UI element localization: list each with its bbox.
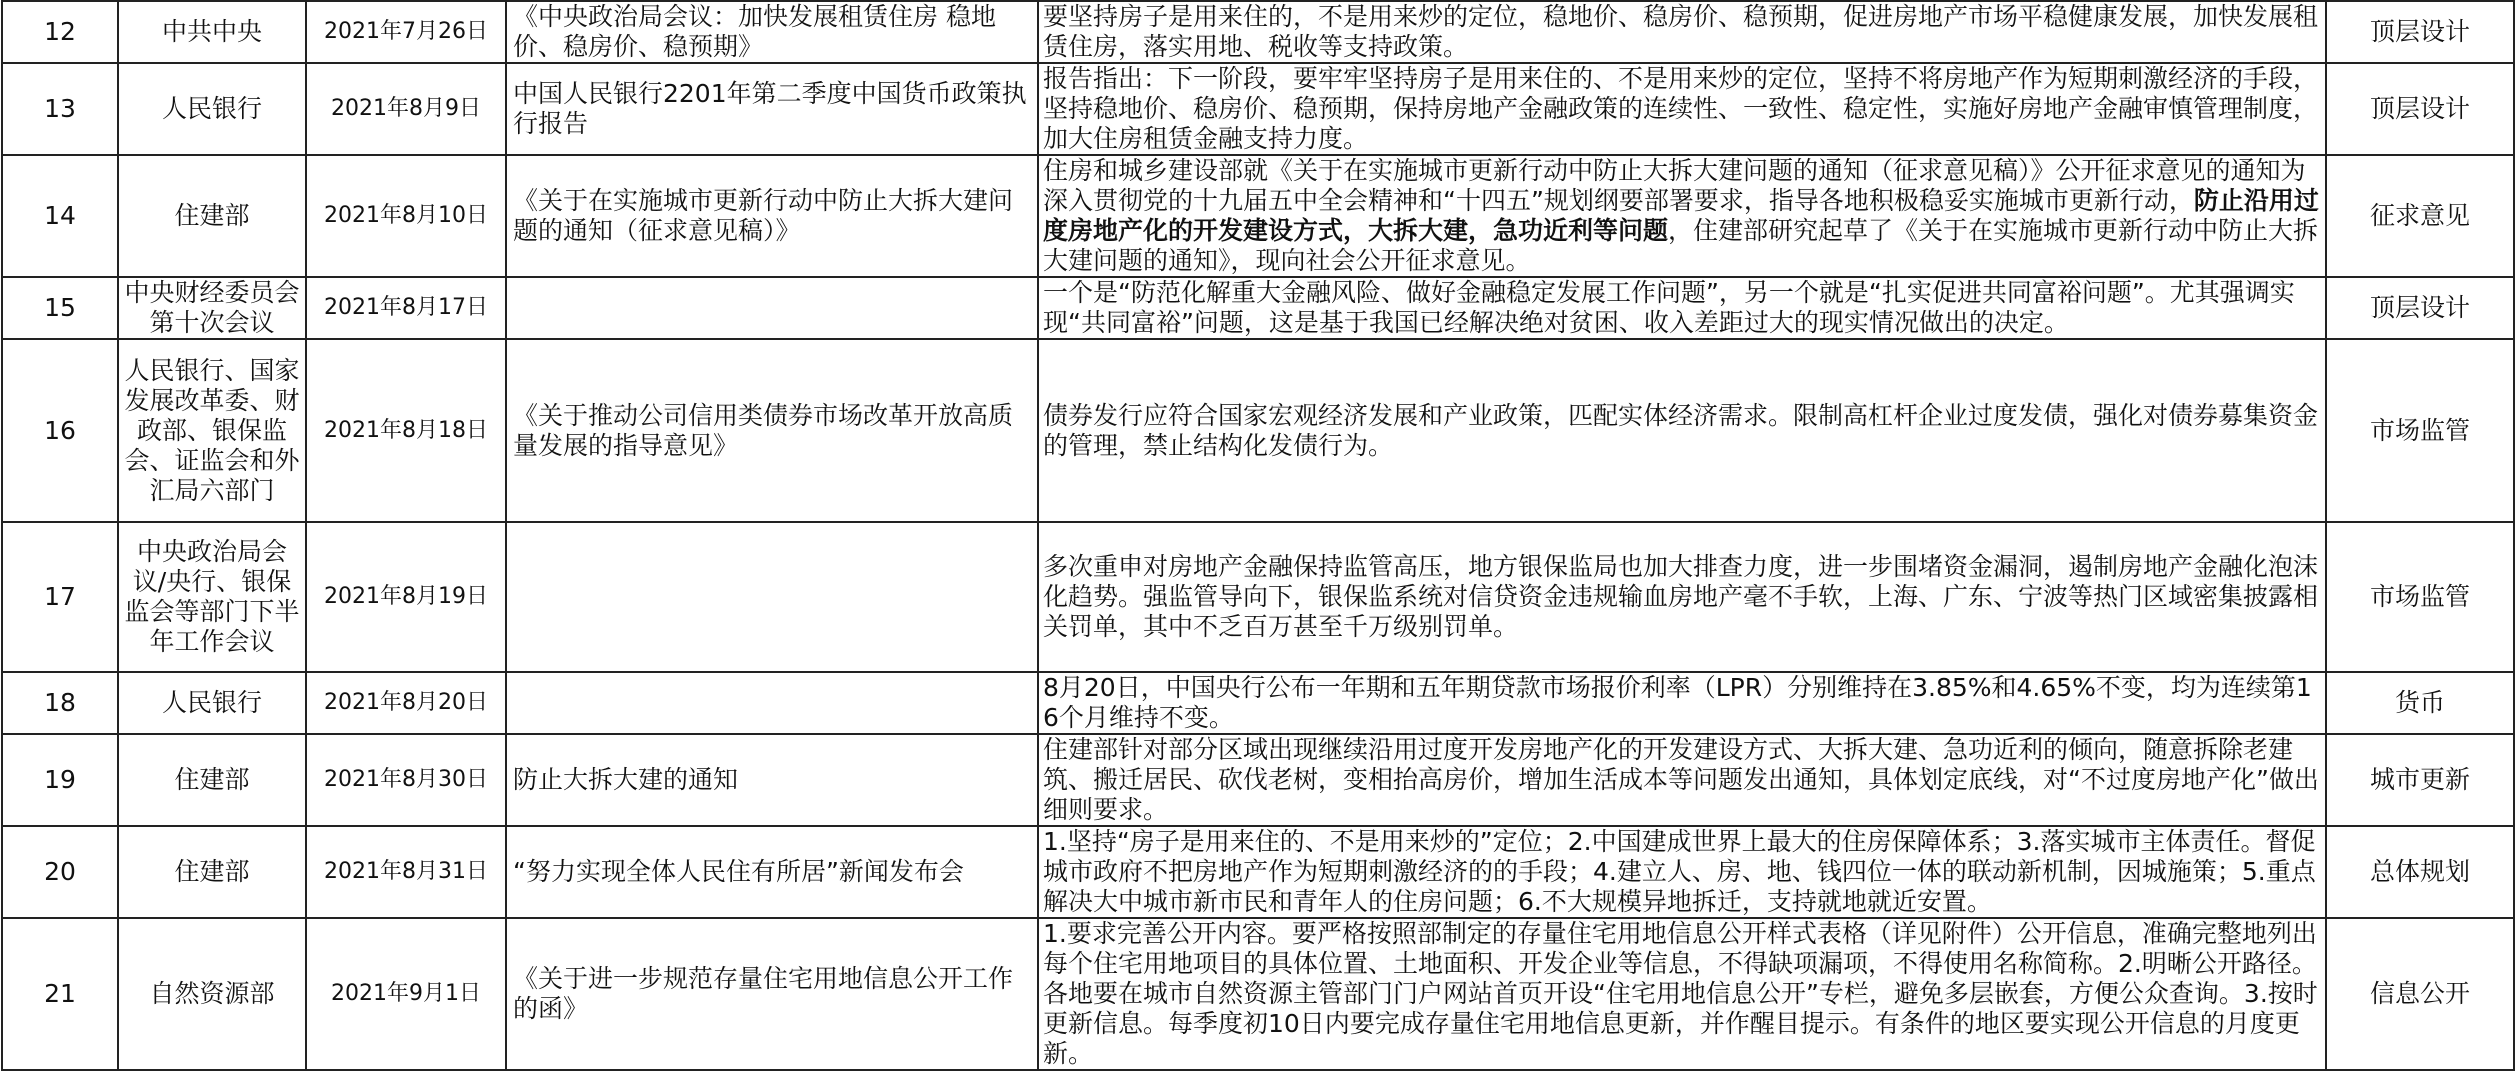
date-cell: 2021年8月18日: [306, 339, 506, 522]
category-cell: 信息公开: [2326, 918, 2514, 1070]
date-cell: 2021年7月26日: [306, 1, 506, 63]
category-cell: 城市更新: [2326, 734, 2514, 826]
document-cell: 防止大拆大建的通知: [506, 734, 1038, 826]
content-text: ，住建部研究起草了《关于在实施城市更新行动中防止大拆大建问题的通知》，现向社会公开征求意见。: [1043, 216, 2319, 275]
content-cell: [1038, 672, 2326, 734]
content-cell: [1038, 63, 2326, 155]
table-row[interactable]: [2, 734, 2514, 826]
date-cell: 2021年8月19日: [306, 522, 506, 672]
table-row[interactable]: [2, 339, 2514, 522]
document-cell: 中国人民银行2201年第二季度中国货币政策执行报告: [506, 63, 1038, 155]
document-cell: [506, 522, 1038, 672]
content-text: 1.要求完善公开内容。要严格按照部制定的存量住宅用地信息公开样式表格（详见附件）公开信息，准确完整地列出每个住宅用地项目的具体位置、土地面积、开发企业等信息，不得缺项漏项，不得使用名称简称。2.明晰公开路径。各地要在城市自然资源主管部门门户网站首页开设“住宅用地信息公开”专栏，避免多层嵌套，方便公众查询。3.按时更新信息。每季度初10日内要完成存量住宅用地信息更新，并作醒目提示。有条件的地区要实现公开信息的月度更新。: [1043, 919, 2318, 1068]
row-number-cell: 12: [2, 1, 118, 63]
table-row[interactable]: [2, 522, 2514, 672]
department-cell: 人民银行、国家发展改革委、财政部、银保监会、证监会和外汇局六部门: [118, 339, 306, 522]
content-text: 报告指出：下一阶段，要牢牢坚持房子是用来住的、不是用来炒的定位，坚持不将房地产作为短期刺激经济的手段，坚持稳地价、稳房价、稳预期，保持房地产金融政策的连续性、一致性、稳定性，实施好房地产金融审慎管理制度，加大住房租赁金融支持力度。: [1043, 64, 2319, 153]
row-number-cell: 20: [2, 826, 118, 918]
department-cell: 自然资源部: [118, 918, 306, 1070]
date-cell: 2021年8月17日: [306, 277, 506, 339]
content-cell: [1038, 918, 2326, 1070]
policy-table: [1, 0, 2515, 1071]
content-cell: [1038, 339, 2326, 522]
content-text: 一个是“防范化解重大金融风险、做好金融稳定发展工作问题”，另一个就是“扎实促进共同富裕问题”。尤其强调实现“共同富裕”问题，这是基于我国已经解决绝对贫困、收入差距过大的现实情况做出的决定。: [1043, 278, 2295, 337]
content-text: 债券发行应符合国家宏观经济发展和产业政策，匹配实体经济需求。限制高杠杆企业过度发债，强化对债券募集资金的管理，禁止结构化发债行为。: [1043, 400, 2319, 460]
date-cell: 2021年8月9日: [306, 63, 506, 155]
row-number-cell: 15: [2, 277, 118, 339]
date-cell: 2021年8月30日: [306, 734, 506, 826]
content-cell: [1038, 277, 2326, 339]
content-cell: [1038, 826, 2326, 918]
document-cell: [506, 277, 1038, 339]
table-row[interactable]: [2, 918, 2514, 1070]
document-cell: 《关于进一步规范存量住宅用地信息公开工作的函》: [506, 918, 1038, 1070]
category-cell: 征求意见: [2326, 155, 2514, 277]
department-cell: 中共中央: [118, 1, 306, 63]
content-text: 1.坚持“房子是用来住的、不是用来炒的”定位；2.中国建成世界上最大的住房保障体系；3.落实城市主体责任。督促城市政府不把房地产作为短期刺激经济的的手段；4.建立人、房、地、钱四位一体的联动新机制，因城施策；5.重点解决大中城市新市民和青年人的住房问题；6.不大规模异地拆迁，支持就地就近安置。: [1043, 827, 2316, 916]
row-number-cell: 21: [2, 918, 118, 1070]
department-cell: 中央财经委员会第十次会议: [118, 277, 306, 339]
date-cell: 2021年8月31日: [306, 826, 506, 918]
category-cell: 顶层设计: [2326, 277, 2514, 339]
table-row[interactable]: [2, 672, 2514, 734]
content-cell: [1038, 155, 2326, 277]
content-cell: [1038, 734, 2326, 826]
row-number-cell: 13: [2, 63, 118, 155]
content-text: 住建部针对部分区域出现继续沿用过度开发房地产化的开发建设方式、大拆大建、急功近利的倾向，随意拆除老建筑、搬迁居民、砍伐老树，变相抬高房价，增加生活成本等问题发出通知，具体划定底线，对“不过度房地产化”做出细则要求。: [1043, 735, 2319, 824]
category-cell: 货币: [2326, 672, 2514, 734]
document-cell: 《关于推动公司信用类债券市场改革开放高质量发展的指导意见》: [506, 339, 1038, 522]
row-number-cell: 14: [2, 155, 118, 277]
date-cell: 2021年8月20日: [306, 672, 506, 734]
row-number-cell: 18: [2, 672, 118, 734]
content-text: 要坚持房子是用来住的，不是用来炒的定位，稳地价、稳房价、稳预期，促进房地产市场平稳健康发展，加快发展租赁住房，落实用地、税收等支持政策。: [1043, 2, 2319, 61]
department-cell: 中央政治局会议/央行、银保监会等部门下半年工作会议: [118, 522, 306, 672]
department-cell: 住建部: [118, 734, 306, 826]
content-text: 多次重申对房地产金融保持监管高压，地方银保监局也加大排查力度，进一步围堵资金漏洞，遏制房地产金融化泡沫化趋势。强监管导向下，银保监系统对信贷资金违规输血房地产毫不手软，上海、广东、宁波等热门区域密集披露相关罚单，其中不乏百万甚至千万级别罚单。: [1043, 552, 2319, 641]
table-row[interactable]: [2, 63, 2514, 155]
category-cell: 市场监管: [2326, 339, 2514, 522]
document-cell: “努力实现全体人民住有所居”新闻发布会: [506, 826, 1038, 918]
content-text: 住房和城乡建设部就《关于在实施城市更新行动中防止大拆大建问题的通知（征求意见稿）》公开征求意见的通知为深入贯彻党的十九届五中全会精神和“十四五”规划纲要部署要求，指导各地积极稳妥实施城市更新行动，: [1043, 156, 2306, 215]
department-cell: 人民银行: [118, 672, 306, 734]
category-cell: 顶层设计: [2326, 63, 2514, 155]
row-number-cell: 19: [2, 734, 118, 826]
content-cell: [1038, 1, 2326, 63]
category-cell: 市场监管: [2326, 522, 2514, 672]
table-row[interactable]: [2, 277, 2514, 339]
content-text: 8月20日，中国央行公布一年期和五年期贷款市场报价利率（LPR）分别维持在3.85%和4.65%不变，均为连续第16个月维持不变。: [1043, 673, 2312, 732]
date-cell: 2021年8月10日: [306, 155, 506, 277]
table-row[interactable]: [2, 826, 2514, 918]
document-cell: 《关于在实施城市更新行动中防止大拆大建问题的通知（征求意见稿）》: [506, 155, 1038, 277]
department-cell: 住建部: [118, 826, 306, 918]
row-number-cell: 17: [2, 522, 118, 672]
row-number-cell: 16: [2, 339, 118, 522]
category-cell: 总体规划: [2326, 826, 2514, 918]
policy-table-body: [2, 1, 2514, 1070]
content-cell: [1038, 522, 2326, 672]
date-cell: 2021年9月1日: [306, 918, 506, 1070]
table-row[interactable]: [2, 155, 2514, 277]
content-bold-text: 防止沿用过度房地产化的开发建设方式，大拆大建，急功近利等问题: [1043, 186, 2319, 245]
table-row[interactable]: [2, 1, 2514, 63]
document-cell: 《中央政治局会议：加快发展租赁住房 稳地价、稳房价、稳预期》: [506, 1, 1038, 63]
department-cell: 人民银行: [118, 63, 306, 155]
department-cell: 住建部: [118, 155, 306, 277]
category-cell: 顶层设计: [2326, 1, 2514, 63]
document-cell: [506, 672, 1038, 734]
